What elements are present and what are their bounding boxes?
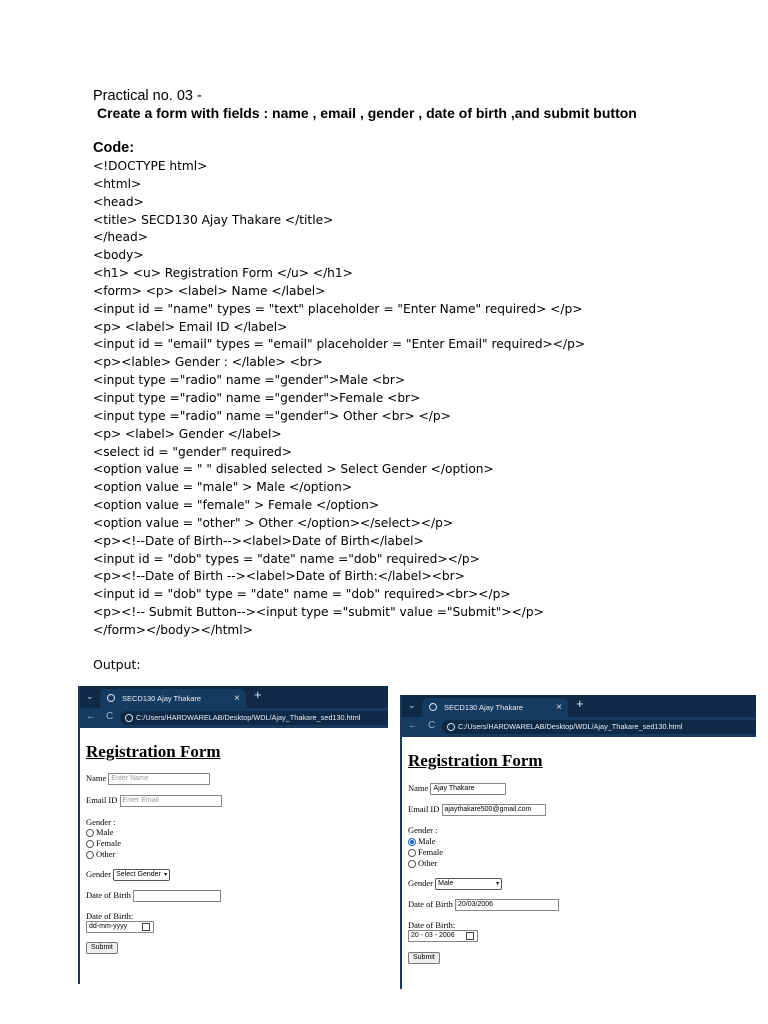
close-tab-icon[interactable]: × (556, 702, 562, 713)
code-line: <html> (93, 176, 142, 191)
email-input[interactable]: Enter Email (120, 795, 222, 807)
code-line: <h1> <u> Registration Form </u> </h1> (93, 266, 353, 281)
code-line: <p> <label> Gender </label> (93, 426, 282, 441)
browser-tab-bar (80, 686, 388, 708)
tab-title: SECD130 Ajay Thakare (444, 703, 524, 712)
url-text: C:/Users/HARDWARELAB/Desktop/WDL/Ajay_Thakare_sed130.html (136, 713, 361, 722)
gender-radio-label: Gender : (86, 817, 116, 827)
dob-row (86, 890, 221, 902)
gender-select-label: Gender (408, 878, 434, 888)
url-field[interactable] (442, 720, 756, 734)
globe-icon (429, 703, 437, 711)
email-row (408, 804, 546, 816)
gender-select[interactable] (435, 878, 502, 890)
back-icon[interactable]: ← (86, 711, 96, 722)
code-line: <input type ="radio" name ="gender">Female <br> (93, 390, 421, 405)
email-label: Email ID (408, 804, 440, 814)
calendar-icon[interactable] (142, 923, 150, 931)
url-field[interactable] (120, 711, 388, 725)
gender-select-row (408, 878, 502, 890)
email-input[interactable]: ajaythakare500@gmail.com (442, 804, 546, 816)
radio-male-row[interactable] (408, 836, 435, 846)
code-line: <input id = "email" types = "email" placeholder = "Enter Email" required></p> (93, 337, 586, 352)
address-bar (80, 708, 388, 728)
code-label: Code: (93, 140, 135, 156)
dob-date-value: dd-mm-yyyy (89, 923, 128, 931)
dob-text-input[interactable]: 20/03/2006 (455, 899, 559, 911)
code-line: <input type ="radio" name ="gender"> Other <br> </p> (93, 408, 451, 423)
url-text: C:/Users/HARDWARELAB/Desktop/WDL/Ajay_Thakare_sed130.html (458, 722, 683, 731)
name-label: Name (408, 783, 429, 793)
chevron-down-icon: ▾ (496, 881, 500, 888)
address-bar (402, 717, 756, 737)
code-line: <form> <p> <label> Name </label> (93, 283, 326, 298)
browser-tab[interactable] (422, 698, 568, 717)
dob-date-value: 20 - 03 - 2006 (411, 932, 455, 940)
gender-select-row (86, 869, 170, 881)
dob-label-2: Date of Birth: (86, 911, 134, 921)
code-line: <option value = "male" > Male </option> (93, 480, 353, 495)
dob-date-row (86, 921, 154, 933)
radio-other-label: Other (418, 858, 438, 868)
name-input[interactable]: Ajay Thakare (430, 783, 506, 795)
submit-button[interactable]: Submit (408, 952, 440, 964)
radio-male-label: Male (418, 836, 436, 846)
dob-date-input[interactable] (408, 930, 478, 942)
email-label: Email ID (86, 795, 118, 805)
radio-female-row[interactable] (408, 847, 443, 857)
practical-task: Create a form with fields : name , email , gender , date of birth ,and submit button (97, 105, 637, 121)
radio-female[interactable] (86, 840, 94, 848)
reload-icon[interactable]: C (106, 711, 114, 722)
tab-title: SECD130 Ajay Thakare (122, 694, 202, 703)
code-line: <option value = "female" > Female </option> (93, 498, 380, 513)
radio-female-label: Female (96, 838, 122, 848)
code-line: </form></body></html> (93, 622, 253, 637)
site-info-icon (447, 723, 455, 731)
code-line: <input id = "name" types = "text" placeholder = "Enter Name" required> </p> (93, 301, 583, 316)
new-tab-icon[interactable]: + (576, 696, 584, 711)
tab-list-chevron-icon[interactable]: ⌄ (86, 691, 94, 701)
dob-label: Date of Birth (408, 899, 453, 909)
code-line: <p> <label> Email ID </label> (93, 319, 288, 334)
gender-radio-label: Gender : (408, 825, 438, 835)
code-block (93, 158, 585, 640)
code-line: <input type ="radio" name ="gender">Male <br> (93, 373, 406, 388)
reload-icon[interactable]: C (428, 720, 436, 731)
name-row (86, 773, 210, 785)
dob-text-input[interactable] (133, 890, 221, 902)
code-line: <p><!-- Submit Button--><input type ="submit" value ="Submit"></p> (93, 605, 544, 620)
site-info-icon (125, 714, 133, 722)
output-label: Output: (93, 657, 141, 672)
gender-select-value: Select Gender (116, 871, 161, 879)
radio-male-row[interactable] (86, 827, 113, 837)
radio-male-label: Male (96, 827, 114, 837)
radio-male[interactable] (86, 829, 94, 837)
dob-row (408, 899, 559, 911)
code-line: <p><!--Date of Birth--><label>Date of Birth</label> (93, 533, 424, 548)
code-line: <option value = "other" > Other </option></select></p> (93, 515, 454, 530)
radio-other[interactable] (408, 860, 416, 868)
code-line: </head> (93, 230, 148, 245)
browser-tab-bar (402, 695, 756, 717)
code-line: <!DOCTYPE html> (93, 159, 208, 173)
name-row (408, 783, 506, 795)
code-line: <head> (93, 194, 144, 209)
code-line: <body> (93, 248, 144, 263)
name-label: Name (86, 773, 107, 783)
submit-button[interactable]: Submit (86, 942, 118, 954)
code-line: <option value = " " disabled selected > Select Gender </option> (93, 462, 494, 477)
radio-other[interactable] (86, 851, 94, 859)
radio-male-selected[interactable] (408, 838, 416, 846)
dob-date-input[interactable] (86, 921, 154, 933)
code-line: <p><!--Date of Birth --><label>Date of Birth:</label><br> (93, 569, 465, 584)
email-row (86, 795, 222, 807)
form-title: Registration Form (86, 742, 221, 761)
dob-date-row (408, 930, 478, 942)
code-line: <p><lable> Gender : </lable> <br> (93, 355, 323, 370)
browser-tab[interactable] (100, 689, 246, 708)
output-screenshot-empty (78, 686, 388, 984)
code-line: <input id = "dob" type = "date" name = "dob" required><br></p> (93, 587, 511, 602)
close-tab-icon[interactable]: × (234, 693, 240, 704)
dob-label-2: Date of Birth: (408, 920, 456, 930)
chevron-down-icon: ▾ (164, 872, 168, 879)
calendar-icon[interactable] (466, 932, 474, 940)
gender-select-value: Male (438, 880, 454, 888)
gender-select[interactable] (113, 869, 170, 881)
radio-female-row[interactable] (86, 838, 121, 848)
practical-heading: Practical no. 03 - (93, 88, 202, 104)
form-title: Registration Form (408, 751, 543, 770)
output-screenshot-filled (400, 695, 756, 989)
radio-other-row[interactable] (86, 849, 115, 859)
radio-female[interactable] (408, 849, 416, 857)
dob-label: Date of Birth (86, 890, 131, 900)
tab-list-chevron-icon[interactable]: ⌄ (408, 700, 416, 710)
globe-icon (107, 694, 115, 702)
radio-other-label: Other (96, 849, 116, 859)
radio-female-label: Female (418, 847, 444, 857)
new-tab-icon[interactable]: + (254, 687, 262, 702)
name-input[interactable]: Enter Name (108, 773, 210, 785)
back-icon[interactable]: ← (408, 720, 418, 731)
code-line: <input id = "dob" types = "date" name ="dob" required></p> (93, 551, 480, 566)
code-line: <title> SECD130 Ajay Thakare </title> (93, 212, 334, 227)
radio-other-row[interactable] (408, 858, 437, 868)
code-line: <select id = "gender" required> (93, 444, 292, 459)
gender-select-label: Gender (86, 869, 112, 879)
